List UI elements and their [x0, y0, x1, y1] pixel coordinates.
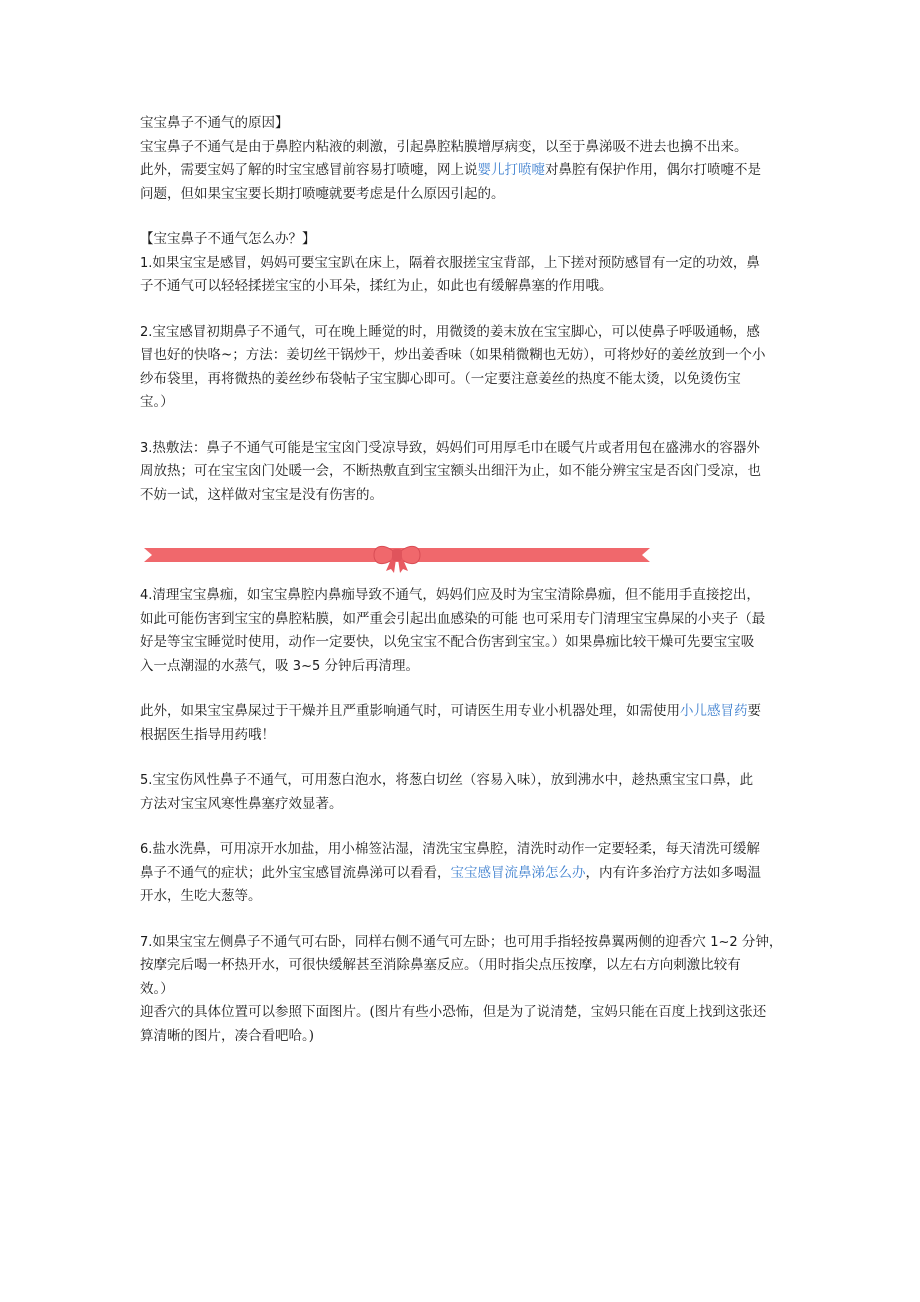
paragraph-line: 宝。）	[140, 394, 174, 410]
list-item-3: 3.热敷法：鼻子不通气可能是宝宝囟门受凉导致，妈妈们可用厚毛巾在暖气片或者用包在盛沸水的容器外	[140, 439, 760, 456]
paragraph-line: 迎香穴的具体位置可以参照下面图片。(图片有些小恐怖，但是为了说清楚，宝妈只能在百度上找到这张还	[140, 1004, 767, 1020]
paragraph-line: 问题，但如果宝宝要长期打喷嚏就要考虑是什么原因引起的。	[140, 185, 505, 202]
link-child-cold-medicine[interactable]: 小儿感冒药	[680, 703, 748, 719]
paragraph-line: 方法对宝宝风寒性鼻塞疗效显著。	[140, 795, 343, 812]
paragraph-line: 鼻子不通气的症状；此外宝宝感冒流鼻涕可以看看，宝宝感冒流鼻涕怎么办，内有许多治疗方法如多喝温	[140, 864, 761, 881]
list-item-6: 6.盐水洗鼻，可用凉开水加盐，用小棉签沾湿，清洗宝宝鼻腔，清洗时动作一定要轻柔，每天清洗可缓解	[140, 841, 760, 857]
paragraph-line: 冒也好的快咯~；方法：姜切丝干锅炒干，炒出姜香味（如果稍微糊也无妨），可将炒好的姜丝放到一个小	[140, 347, 766, 363]
paragraph-line: 不妨一试，这样做对宝宝是没有伤害的。	[140, 486, 383, 503]
paragraph-line: 根据医生指导用药哦！	[140, 726, 275, 743]
list-item-5: 5.宝宝伤风性鼻子不通气，可用葱白泡水，将葱白切丝（容易入味），放到沸水中，趁热熏宝宝口鼻，此	[140, 772, 754, 788]
paragraph-line: 算清晰的图片，凑合看吧哈。)	[140, 1027, 315, 1044]
bow-icon	[374, 546, 420, 573]
paragraph-line: 周放热；可在宝宝囟门处暖一会，不断热敷直到宝宝额头出细汗为止，如不能分辨宝宝是否囟门受凉，也	[140, 463, 761, 479]
paragraph-line: 宝宝鼻子不通气是由于鼻腔内粘液的刺激，引起鼻腔粘膜增厚病变，以至于鼻涕吸不进去也擤不出来。	[140, 138, 748, 155]
paragraph-line: 入一点潮湿的水蒸气，吸 3~5 分钟后再清理。	[140, 657, 420, 674]
list-item-4: 4.清理宝宝鼻痂，如宝宝鼻腔内鼻痂导致不通气，妈妈们应及时为宝宝清除鼻痂，但不能用手直接挖出，	[140, 587, 760, 603]
paragraph-line: 效。）	[140, 980, 174, 997]
paragraph-line: 子不通气可以轻轻揉搓宝宝的小耳朵，揉红为止，如此也有缓解鼻塞的作用哦。	[140, 278, 613, 294]
list-item-2: 2.宝宝感冒初期鼻子不通气，可在晚上睡觉的时，用微烫的姜末放在宝宝脚心，可以使鼻子呼吸通畅，感	[140, 323, 760, 340]
list-item-1: 1.如果宝宝是感冒，妈妈可要宝宝趴在床上，隔着衣服搓宝宝背部，上下搓对预防感冒有一定的功效，鼻	[140, 254, 760, 271]
paragraph-line: 按摩完后喝一杯热开水，可很快缓解甚至消除鼻塞反应。（用时指尖点压按摩，以左右方向刺激比较有	[140, 957, 741, 973]
paragraph-line: 好是等宝宝睡觉时使用，动作一定要快，以免宝宝不配合伤害到宝宝。）如果鼻痂比较干燥可先要宝宝吸	[140, 634, 755, 650]
article-body	[140, 112, 790, 1048]
section-heading: 【宝宝鼻子不通气怎么办？】	[140, 231, 316, 247]
section-title: 宝宝鼻子不通气的原因】	[140, 115, 289, 131]
paragraph-line: 纱布袋里，再将微热的姜丝纱布袋帖子宝宝脚心即可。（一定要注意姜丝的热度不能太烫，以免烫伤宝	[140, 370, 741, 387]
ribbon-divider	[142, 538, 652, 576]
paragraph-line: 开水，生吃大葱等。	[140, 888, 262, 904]
paragraph-line: 此外，需要宝妈了解的时宝宝感冒前容易打喷嚏，网上说婴儿打喷嚏对鼻腔有保护作用，偶尔打喷嚏不是	[140, 162, 761, 178]
paragraph-line: 此外，如果宝宝鼻屎过于干燥并且严重影响通气时，可请医生用专业小机器处理，如需使用小儿感冒药要	[140, 703, 761, 719]
paragraph-line: 如此可能伤害到宝宝的鼻腔粘膜，如严重会引起出血感染的可能 也可采用专门清理宝宝鼻屎的小夹子（最	[140, 610, 766, 627]
link-infant-sneeze[interactable]: 婴儿打喷嚏	[477, 162, 545, 178]
list-item-7: 7.如果宝宝左侧鼻子不通气可右卧，同样右侧不通气可左卧；也可用手指轻按鼻翼两侧的迎香穴 1~2 分钟，	[140, 933, 783, 950]
link-baby-runny-nose[interactable]: 宝宝感冒流鼻涕怎么办	[450, 864, 586, 881]
